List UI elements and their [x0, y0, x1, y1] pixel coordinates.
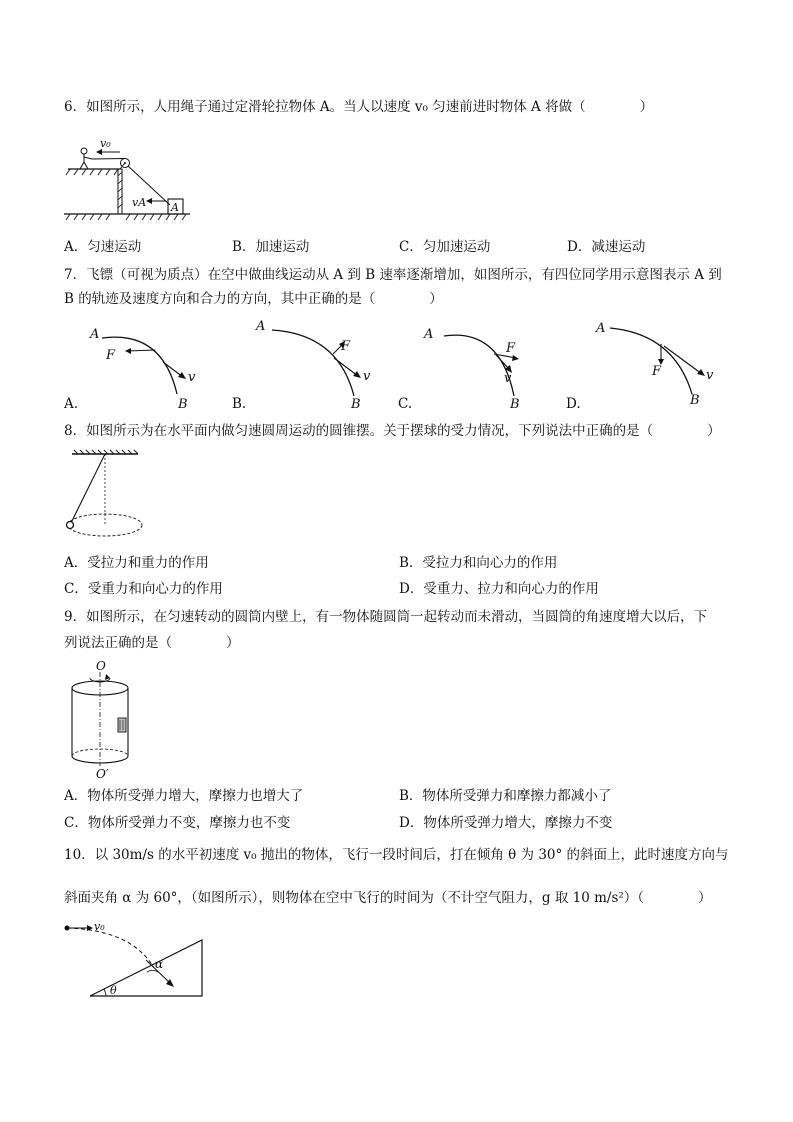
q6-option-c[interactable]: C．匀加速运动 — [399, 239, 491, 255]
q8-option-b[interactable]: B．受拉力和向心力的作用 — [399, 555, 558, 571]
q7-fig-b-A: A — [256, 319, 266, 334]
q9-label-Oprime: O′ — [96, 767, 109, 781]
q6-text: 6．如图所示，人用绳子通过定滑轮拉物体 A。当人以速度 v₀ 匀速前进时物体 A 将做（ ） — [64, 99, 654, 115]
q6-label-A: A — [171, 201, 179, 214]
q8-option-a[interactable]: A．受拉力和重力的作用 — [64, 555, 209, 571]
q10-label-theta: θ — [110, 984, 117, 997]
q6-pulley-figure — [62, 136, 192, 222]
q7-fig-b-v: v — [363, 369, 371, 384]
q10-label-alpha: α — [155, 957, 164, 971]
q7-fig-c-B: B — [510, 397, 520, 412]
q9-text-line1: 9．如图所示，在匀速转动的圆筒内壁上，有一物体随圆筒一起转动而未滑动，当圆筒的角速度增大以后，下 — [64, 609, 708, 625]
q6-option-b[interactable]: B．加速运动 — [232, 239, 310, 255]
q7-text-line2: B 的轨迹及速度方向和合力的方向，其中正确的是（ ） — [64, 291, 443, 307]
q8-conical-pendulum-figure — [60, 448, 160, 542]
q7-text-line1: 7．飞镖（可视为质点）在空中做曲线运动从 A 到 B 速率逐渐增加，如图所示，有四位同学用示意图表示 A 到 — [64, 267, 722, 283]
q7-fig-b-label: B. — [232, 396, 247, 412]
q7-fig-a-v: v — [188, 370, 196, 385]
q7-fig-d-A: A — [596, 321, 606, 336]
q6-option-a[interactable]: A．匀速运动 — [64, 239, 142, 255]
q7-figure-d[interactable] — [564, 316, 724, 412]
q8-text: 8．如图所示为在水平面内做匀速圆周运动的圆锥摆。关于摆球的受力情况，下列说法中正确的是（ ） — [64, 423, 721, 439]
q10-incline-figure — [62, 918, 207, 1000]
q9-option-d[interactable]: D．物体所受弹力增大，摩擦力不变 — [399, 815, 613, 831]
q7-fig-c-A: A — [424, 327, 434, 342]
q7-figure-a[interactable] — [62, 320, 202, 412]
q9-option-c[interactable]: C．物体所受弹力不变，摩擦力也不变 — [64, 815, 291, 831]
q7-fig-c-F: F — [506, 341, 516, 356]
q7-fig-b-F: F — [341, 339, 351, 354]
q7-fig-d-v: v — [706, 368, 714, 383]
q6-option-d[interactable]: D．减速运动 — [567, 239, 646, 255]
q10-label-v0: v₀ — [94, 920, 105, 933]
q7-fig-a-label: A. — [64, 396, 79, 412]
q6-label-v0: v₀ — [100, 137, 111, 150]
q7-fig-a-B: B — [178, 397, 188, 412]
q7-figure-c[interactable] — [396, 318, 546, 412]
q9-text-line2: 列说法正确的是（ ） — [64, 635, 240, 651]
q7-fig-a-F: F — [106, 348, 116, 363]
q8-option-d[interactable]: D．受重力、拉力和向心力的作用 — [399, 581, 599, 597]
q7-fig-d-B: B — [690, 393, 700, 408]
q7-fig-a-A: A — [90, 327, 100, 342]
q7-fig-c-v: v — [504, 371, 512, 386]
q8-option-c[interactable]: C．受重力和向心力的作用 — [64, 581, 223, 597]
q9-label-O: O — [96, 659, 106, 673]
q10-text-line1: 10．以 30m/s 的水平初速度 v₀ 抛出的物体，飞行一段时间后，打在倾角 θ 为 30° 的斜面上，此时速度方向与 — [64, 847, 729, 863]
q7-fig-b-B: B — [351, 397, 361, 412]
q7-fig-d-label: D. — [566, 396, 581, 412]
q7-fig-d-F: F — [652, 364, 662, 379]
q10-text-line2: 斜面夹角 α 为 60°，（如图所示），则物体在空中飞行的时间为（不计空气阻力，g 取 10 m/s²）（ ） — [64, 890, 712, 906]
q6-label-vA: vA — [132, 196, 147, 209]
q9-option-a[interactable]: A．物体所受弹力增大，摩擦力也增大了 — [64, 788, 304, 804]
q9-cylinder-figure — [62, 658, 142, 780]
q7-figure-b[interactable] — [230, 316, 380, 412]
q7-fig-c-label: C. — [398, 396, 413, 412]
q9-option-b[interactable]: B．物体所受弹力和摩擦力都减小了 — [399, 788, 612, 804]
